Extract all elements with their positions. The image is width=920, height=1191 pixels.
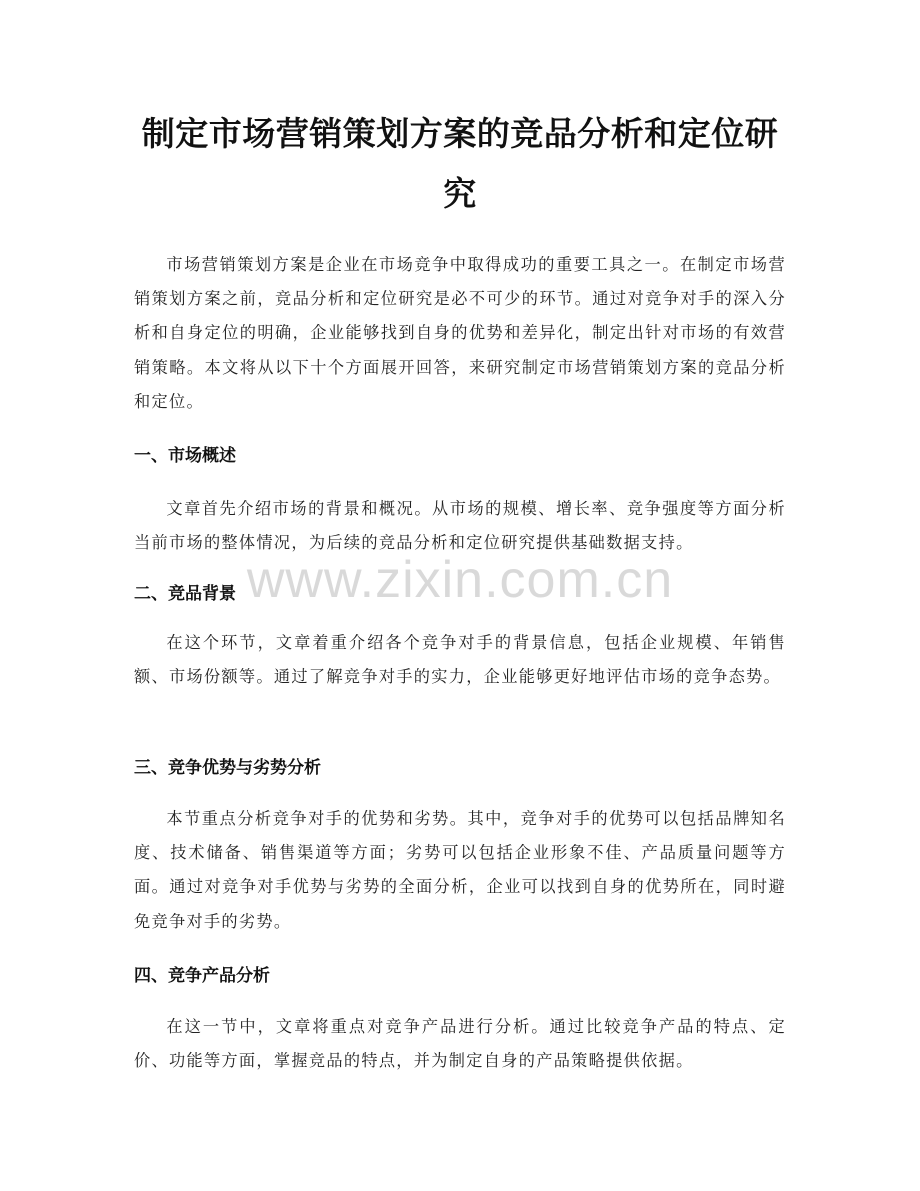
watermark: www.zixin.com.cn: [246, 551, 674, 609]
document-title: 制定市场营销策划方案的竞品分析和定位研究: [141, 114, 779, 213]
section-body-market-overview: 文章首先介绍市场的背景和概况。从市场的规模、增长率、竞争强度等方面分析当前市场的整体情况，为后续的竞品分析和定位研究提供基础数据支持。: [134, 499, 786, 553]
section-body-competitor-background: 在这个环节，文章着重介绍各个竞争对手的背景信息，包括企业规模、年销售额、市场份额等。通过了解竞争对手的实力，企业能够更好地评估市场的竞争态势。: [134, 633, 786, 687]
section-heading-market-overview: 一、市场概述: [134, 446, 236, 466]
section-body-competitor-products: 在这一节中，文章将重点对竞争产品进行分析。通过比较竞争产品的特点、定价、功能等方面，掌握竞品的特点，并为制定自身的产品策略提供依据。: [134, 1017, 786, 1071]
intro-paragraph: 市场营销策划方案是企业在市场竞争中取得成功的重要工具之一。在制定市场营销策划方案之前，竞品分析和定位研究是必不可少的环节。通过对竞争对手的深入分析和自身定位的明确，企业能够找到自身的优势和差异化，制定出针对市场的有效营销策略。本文将从以下十个方面展开回答，来研究制定市场营销策划方案的竞品分析和定位。: [134, 255, 786, 411]
section-heading-competitor-background: 二、竞品背景: [134, 584, 236, 604]
section-heading-competitor-products: 四、竞争产品分析: [134, 966, 270, 986]
section-body-strengths-weaknesses: 本节重点分析竞争对手的优势和劣势。其中，竞争对手的优势可以包括品牌知名度、技术储备、销售渠道等方面；劣势可以包括企业形象不佳、产品质量问题等方面。通过对竞争对手优势与劣势的全面分析，企业可以找到自身的优势所在，同时避免竞争对手的劣势。: [134, 809, 786, 931]
section-heading-strengths-weaknesses: 三、竞争优势与劣势分析: [134, 758, 321, 778]
